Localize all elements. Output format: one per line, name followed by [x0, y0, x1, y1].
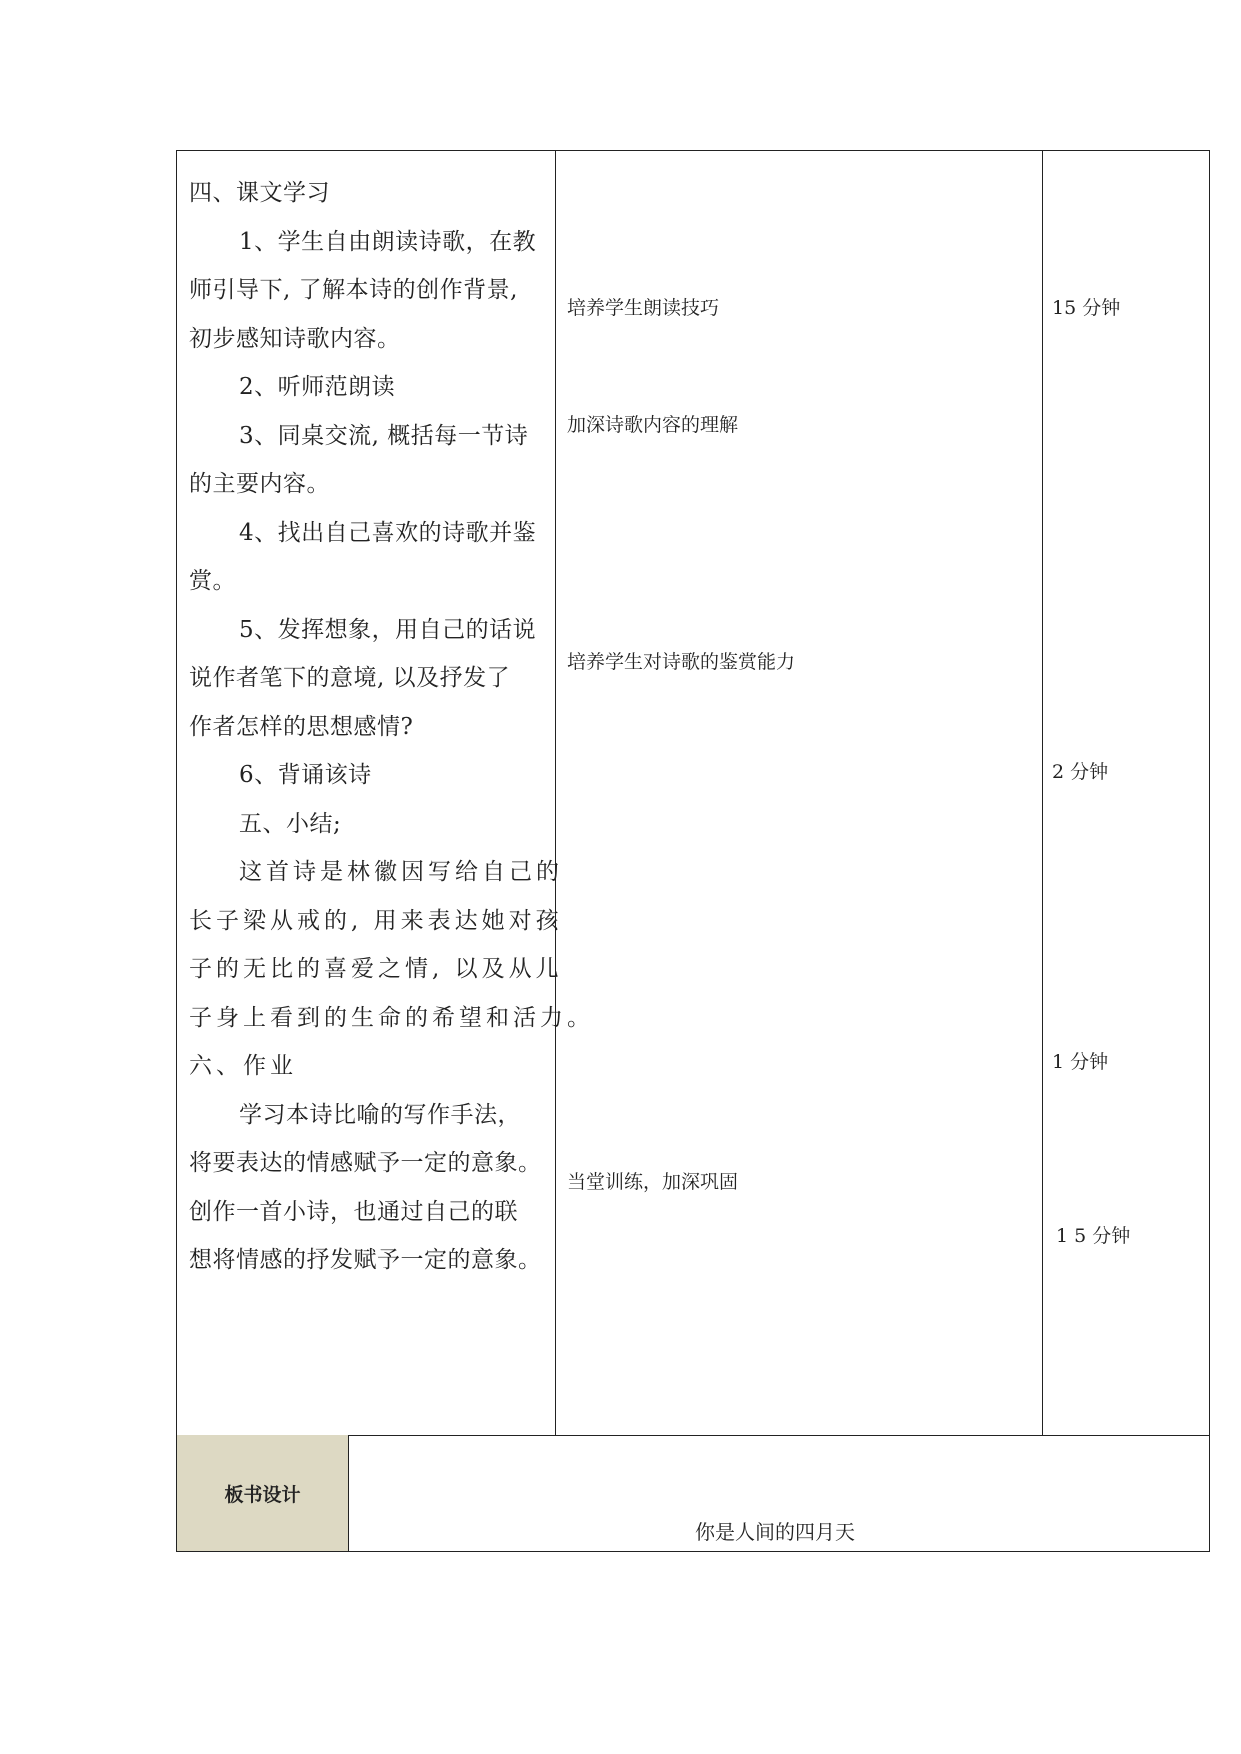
lesson-line: 长子梁从戒的, 用来表达她对孩 — [189, 907, 563, 934]
lesson-line: 子身上看到的生命的希望和活力。 — [189, 1004, 594, 1031]
lesson-line: 5、发挥想象，用自己的话说 — [239, 616, 537, 643]
lesson-line: 6、背诵该诗 — [239, 762, 372, 788]
design-intent-note: 培养学生朗读技巧 — [567, 297, 720, 319]
lesson-line: 的主要内容。 — [189, 471, 330, 497]
board-design-label: 板书设计 — [177, 1435, 349, 1551]
lesson-line: 赏。 — [189, 568, 236, 594]
lesson-line: 子的无比的喜爱之情, 以及从儿 — [189, 956, 563, 982]
lesson-table — [176, 150, 1210, 1436]
time-allocation: 15 分钟 — [1052, 297, 1121, 319]
design-intent-note: 培养学生对诗歌的鉴赏能力 — [567, 651, 796, 673]
time-allocation: 2 分钟 — [1052, 761, 1109, 783]
design-intent-note: 加深诗歌内容的理解 — [567, 414, 739, 436]
lesson-line: 四、课文学习 — [189, 180, 330, 206]
column-divider — [555, 151, 556, 1435]
lesson-line: 说作者笔下的意境, 以及抒发了 — [189, 665, 511, 691]
lesson-line: 4、找出自己喜欢的诗歌并鉴 — [239, 519, 537, 546]
lesson-line: 作者怎样的思想感情? — [189, 713, 414, 740]
time-allocation: 1 分钟 — [1052, 1051, 1109, 1073]
lesson-line: 学习本诗比喻的写作手法， — [239, 1101, 521, 1128]
lesson-content-column — [189, 169, 594, 1285]
lesson-line: 1、学生自由朗读诗歌，在教 — [239, 228, 537, 255]
lesson-line: 创作一首小诗，也通过自己的联 — [189, 1198, 518, 1225]
design-intent-note: 当堂训练，加深巩固 — [567, 1171, 739, 1193]
lesson-line: 3、同桌交流, 概括每一节诗 — [239, 422, 529, 449]
board-design-table — [176, 1435, 1210, 1552]
lesson-line: 初步感知诗歌内容。 — [189, 325, 401, 352]
column-divider — [1042, 151, 1043, 1435]
lesson-line: 六、作业 — [189, 1053, 297, 1079]
lesson-line: 2、听师范朗读 — [239, 374, 396, 400]
lesson-line: 这首诗是林徽因写给自己的 — [239, 859, 563, 885]
board-design-title: 你是人间的四月天 — [695, 1520, 855, 1544]
lesson-line: 将要表达的情感赋予一定的意象。 — [189, 1150, 542, 1176]
lesson-line: 师引导下, 了解本诗的创作背景, — [189, 277, 518, 303]
time-allocation: 1 5 分钟 — [1056, 1225, 1131, 1247]
lesson-line: 五、小结; — [239, 810, 342, 837]
lesson-line: 想将情感的抒发赋予一定的意象。 — [189, 1247, 542, 1273]
